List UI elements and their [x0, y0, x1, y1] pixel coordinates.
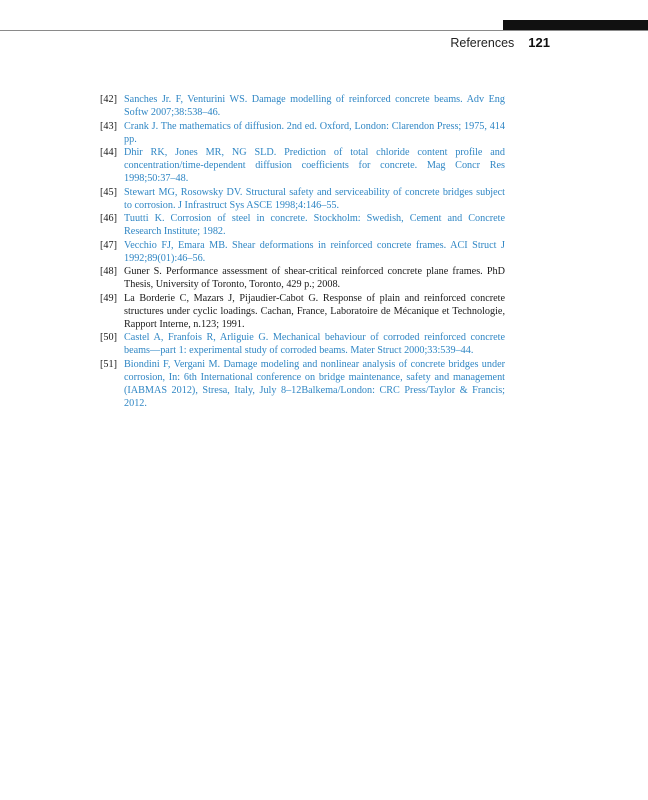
header-rule — [0, 30, 648, 31]
reference-text: Guner S. Performance assessment of shear-critical reinforced concrete plane frames. PhD Thesis, University of Toronto, Toronto, 429 p.; 2008. — [124, 266, 505, 290]
reference-item — [100, 239, 505, 265]
reference-number: [44] — [100, 147, 117, 158]
reference-item — [100, 212, 505, 238]
reference-item — [100, 358, 505, 410]
reference-item — [100, 186, 505, 212]
reference-text[interactable]: Castel A, Franfois R, Arliguie G. Mechanical behaviour of corroded reinforced concrete beams—part 1: experimental study of corroded beams. Mater Struct 2000;33:539–44. — [124, 332, 505, 356]
reference-text: La Borderie C, Mazars J, Pijaudier-Cabot G. Response of plain and reinforced concrete structures under cyclic loadings. Cachan, France, Laboratoire de Mécanique et Technologie, Rapport Interne, n.123; 1991. — [124, 292, 505, 330]
running-head — [450, 35, 550, 53]
page-number: 121 — [528, 35, 550, 50]
reference-number: [45] — [100, 186, 117, 198]
reference-text[interactable]: Vecchio FJ, Emara MB. Shear deformations in reinforced concrete frames. ACI Struct J 1992;89(01):46–56. — [124, 239, 505, 264]
reference-number: [47] — [100, 239, 117, 251]
reference-number: [49] — [100, 292, 117, 304]
reference-text[interactable]: Stewart MG, Rosowsky DV. Structural safety and serviceability of concrete bridges subject to corrosion. J Infrastruct Sys ASCE 1998;4:146–55. — [124, 186, 505, 211]
reference-list — [100, 93, 505, 410]
reference-text[interactable]: Tuutti K. Corrosion of steel in concrete. Stockholm: Swedish, Cement and Concrete Research Institute; 1982. — [124, 213, 505, 237]
reference-number: [48] — [100, 266, 117, 277]
reference-text[interactable]: Sanches Jr. F, Venturini WS. Damage modelling of reinforced concrete beams. Adv Eng Softw 2007;38:538–46. — [124, 94, 505, 118]
reference-number: [42] — [100, 94, 117, 105]
reference-item — [100, 93, 505, 119]
reference-text[interactable]: Biondini F, Vergani M. Damage modeling and nonlinear analysis of concrete bridges under corrosion, In: 6th International conference on bridge maintenance, safety and management (IABMAS 2012), Stresa, Italy, July 8–12Balkema/London: CRC Press/Taylor & Francis; 2012. — [124, 358, 505, 409]
section-title: References — [450, 36, 515, 50]
reference-number: [51] — [100, 358, 117, 370]
reference-item — [100, 146, 505, 185]
reference-number: [46] — [100, 213, 117, 224]
reference-item — [100, 120, 505, 146]
reference-item — [100, 331, 505, 357]
reference-number: [43] — [100, 120, 117, 132]
reference-text[interactable]: Crank J. The mathematics of diffusion. 2nd ed. Oxford, London: Clarendon Press; 1975, 414 pp. — [124, 120, 505, 145]
reference-number: [50] — [100, 332, 117, 343]
reference-item — [100, 265, 505, 291]
header-accent-bar — [503, 20, 648, 30]
reference-item — [100, 292, 505, 331]
reference-text[interactable]: Dhir RK, Jones MR, NG SLD. Prediction of total chloride content profile and concentration/time-dependent diffusion coefficients for concrete. Mag Concr Res 1998;50:37–48. — [124, 147, 505, 184]
